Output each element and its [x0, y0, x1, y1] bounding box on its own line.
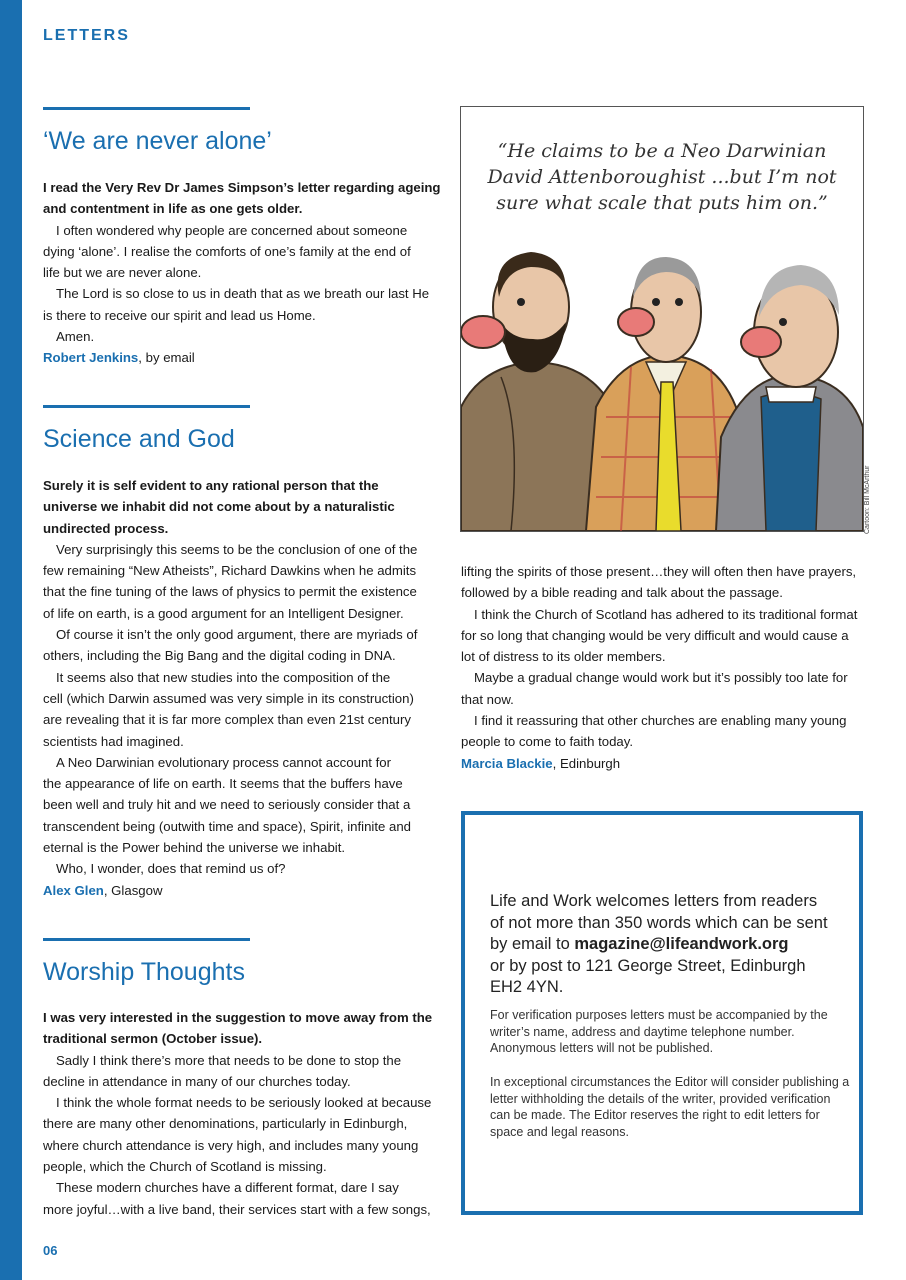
letter-line: been well and truly hit and we need to seriously consider that a [43, 797, 411, 813]
letter-line: is there to receive our spirit and lead us Home. [43, 307, 316, 323]
letter-line: Of course it isn’t the only good argument, there are myriads of [56, 627, 418, 643]
heading-rule [43, 938, 250, 941]
letter-body-continuation [461, 561, 857, 774]
letter-line: more joyful…with a live band, their services start with a few songs, [43, 1201, 431, 1217]
letter-line: that now. [461, 691, 514, 707]
author-location: , Glasgow [103, 882, 163, 898]
letter-line: I often wondered why people are concerned about someone [56, 222, 408, 238]
letter-line: A Neo Darwinian evolutionary process cannot account for [56, 754, 391, 770]
letter-heading: Worship Thoughts [43, 958, 245, 986]
letter-signature [43, 880, 417, 901]
letter-line: eternal is the Power behind the universe we inhabit. [43, 840, 346, 856]
info-main-text [490, 891, 850, 999]
letter-line: life but we are never alone. [43, 265, 202, 281]
letter-line: I was very interested in the suggestion to move away from the [43, 1010, 433, 1025]
letter-signature [43, 347, 440, 368]
section-label: LETTERS [43, 27, 130, 44]
info-line-prefix: by email to [490, 935, 575, 953]
letter-line: I read the Very Rev Dr James Simpson’s letter regarding ageing [43, 180, 441, 195]
cartoon-caption-line: David Attenboroughist ...but I’m not [487, 166, 837, 188]
letter-signature [461, 753, 857, 774]
letter-line: for so long that changing would be very difficult and would cause a [461, 627, 849, 643]
letter-line: Who, I wonder, does that remind us of? [56, 861, 286, 877]
letter-line: These modern churches have a different format, dare I say [56, 1180, 399, 1196]
letter-heading: ‘We are never alone’ [43, 127, 272, 155]
letter-line: the appearance of life on earth. It seems that the buffers have [43, 776, 403, 792]
cartoon-credit: Cartoon: Bill McArthur [864, 465, 871, 534]
letter-line: are revealing that it is far more complex than even 21st century [43, 712, 411, 728]
letter-body [43, 177, 440, 369]
heading-rule [43, 405, 250, 408]
info-line [490, 934, 850, 956]
cartoon-drawing [461, 107, 863, 531]
letter-line: transcendent being (outwith time and space), Spirit, infinite and [43, 818, 411, 834]
letter-line: people, which the Church of Scotland is missing. [43, 1159, 327, 1175]
heading-rule [43, 107, 250, 110]
page-number: 06 [43, 1243, 58, 1258]
email-link[interactable]: magazine@lifeandwork.org [574, 935, 789, 953]
letter-line: where church attendance is very high, and includes many young [43, 1137, 419, 1153]
letter-line: I think the Church of Scotland has adhered to its traditional format [474, 606, 858, 622]
editor-note: In exceptional circumstances the Editor will consider publishing a letter withholding the details of the writer, provided verification can be made. The Editor reserves the right to edit letters for space and legal reasons. [490, 1075, 850, 1139]
letter-line: few remaining “New Atheists”, Richard Dawkins when he admits [43, 563, 417, 579]
letter-line: Maybe a gradual change would work but it’s possibly too late for [474, 670, 848, 686]
cartoon-illustration [460, 106, 864, 532]
letter-line: lifting the spirits of those present…they will often then have prayers, [461, 564, 857, 579]
letter-line: Sadly I think there’s more that needs to be done to stop the [56, 1052, 402, 1068]
letter-line: universe we inhabit did not come about by a naturalistic [43, 499, 395, 515]
letter-heading: Science and God [43, 425, 235, 453]
letter-body [43, 1007, 432, 1220]
letter-line: I find it reassuring that other churches are enabling many young [474, 713, 847, 729]
letter-line: decline in attendance in many of our churches today. [43, 1073, 351, 1089]
letter-line: Very surprisingly this seems to be the conclusion of one of the [56, 541, 418, 557]
letter-line: The Lord is so close to us in death that as we breath our last He [56, 286, 430, 302]
info-line: Life and Work welcomes letters from readers [490, 892, 818, 910]
letter-line: Amen. [56, 329, 95, 345]
info-line: EH2 4YN. [490, 978, 564, 996]
author-name: Alex Glen [43, 882, 104, 898]
info-line: or by post to 121 George Street, Edinburgh [490, 956, 806, 975]
letter-line: undirected process. [43, 520, 169, 536]
letter-line: lot of distress to its older members. [461, 649, 666, 665]
letter-line: It seems also that new studies into the composition of the [56, 669, 391, 685]
letter-line: followed by a bible reading and talk about the passage. [461, 585, 783, 601]
left-accent-bar [0, 0, 22, 1280]
letter-line: scientists had imagined. [43, 733, 184, 749]
verification-note: For verification purposes letters must be accompanied by the writer’s name, address and daytime telephone number. Anonymous letters will not be published. [490, 1008, 828, 1055]
info-line: of not more than 350 words which can be sent [490, 913, 828, 932]
letter-line: people to come to faith today. [461, 734, 634, 750]
letter-body [43, 475, 417, 901]
author-name: Robert Jenkins [43, 350, 139, 366]
author-name: Marcia Blackie [461, 755, 553, 771]
letter-line: cell (which Darwin assumed was very simple in its construction) [43, 690, 414, 706]
letter-line: dying ‘alone’. I realise the comforts of one’s family at the end of [43, 243, 411, 259]
letter-line: that the fine tuning of the laws of physics to permit the existence [43, 584, 417, 600]
author-location: , by email [138, 350, 195, 366]
letter-line: of life on earth, is a good argument for an Intelligent Designer. [43, 605, 404, 621]
author-location: , Edinburgh [552, 755, 621, 771]
letter-line: Surely it is self evident to any rational person that the [43, 478, 379, 493]
cartoon-caption-line: “He claims to be a Neo Darwinian [497, 140, 827, 162]
letter-line: there are many other denominations, particularly in Edinburgh, [43, 1116, 408, 1132]
letter-line: others, including the Big Bang and the digital coding in DNA. [43, 648, 396, 664]
cartoon-figure-right [716, 265, 863, 531]
letter-line: traditional sermon (October issue). [43, 1031, 263, 1047]
letter-line: and contentment in life as one gets older. [43, 201, 303, 217]
letter-line: I think the whole format needs to be seriously looked at because [56, 1095, 432, 1111]
cartoon-caption-line: sure what scale that puts him on.” [496, 192, 828, 214]
letters-info-box [461, 811, 863, 1215]
